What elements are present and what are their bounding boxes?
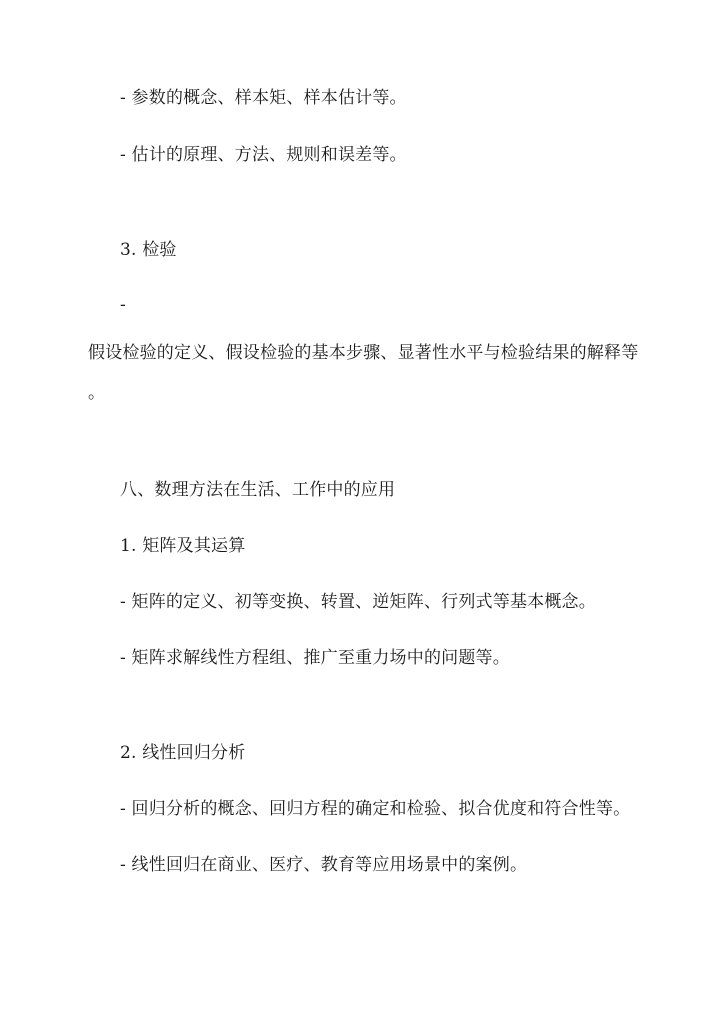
paragraph-trailing-period: 。 [88,383,106,403]
bullet-matrix-equations: - 矩阵求解线性方程组、推广至重力场中的问题等。 [120,648,510,668]
section-heading-regression: 2. 线性回归分析 [120,743,246,763]
section-heading-matrices: 1. 矩阵及其运算 [120,536,246,556]
bullet-regression-cases: - 线性回归在商业、医疗、教育等应用场景中的案例。 [120,855,528,875]
bullet-parameter-concepts: - 参数的概念、样本矩、样本估计等。 [120,88,407,108]
section-heading-testing: 3. 检验 [120,240,177,260]
bullet-dash: - [120,295,126,315]
bullet-estimation-principles: - 估计的原理、方法、规则和误差等。 [120,145,407,165]
paragraph-hypothesis-testing: 假设检验的定义、假设检验的基本步骤、显著性水平与检验结果的解释等 [88,343,639,363]
bullet-regression-concepts: - 回归分析的概念、回归方程的确定和检验、拟合优度和符合性等。 [120,799,631,819]
chapter-heading-applications: 八、数理方法在生活、工作中的应用 [120,480,396,500]
bullet-matrix-definitions: - 矩阵的定义、初等变换、转置、逆矩阵、行列式等基本概念。 [120,592,596,612]
